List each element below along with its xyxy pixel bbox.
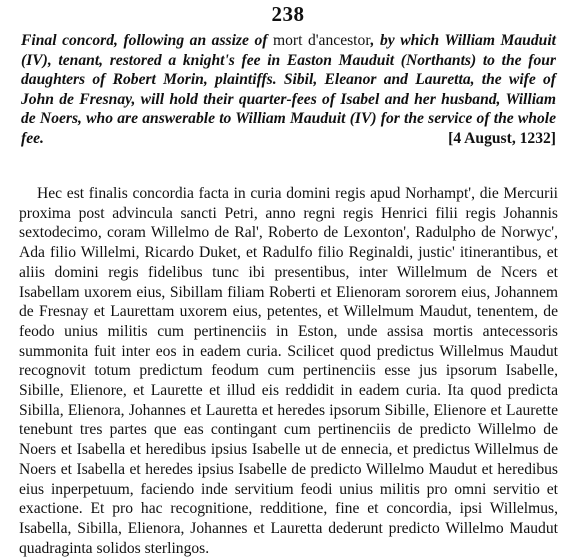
charter-text: Hec est finalis concordia facta in curia domini regis apud Norhampt', die Mercurii proxima post advincula sancti Petri, anno regni regis Henrici filii regis Johannis sextodecimo, coram Willelmo de Ral', Roberto de Lexonton', Radulpho de Norwyc', Ada filio Willelmi, Ricardo Duket, et Radulfo filio Reginaldi, justic' itinerantibus, et aliis domini regis fidelibus tunc ibi presentibus, inter Willelmum de Ncers et Isabellam uxorem eius, Sibillam filiam Roberti et Elienoram sororem eius, Johannem de Fresnay et Laurettam uxorem eius, petentes, et Willelmum Maudut, tenentem, de feodo unius militis cum pertinenciis in Eston, unde assisa mortis antecessoris summonita fuit inter eos in eadem curia. Scilicet quod predictus Willelmus Maudut recognovit totum predictum feodum cum pertinenciis esse jus ipsorum Isabelle, Sibille, Elienore, et Laurette et illud eis reddidit in eadem curia. Ita quod predicta Sibilla, Elienora, Johannes et Lauretta et heredes ipsorum Sibille, Elienore et Laurette tenebunt tres partes que eas contingant cum pertinenciis de predicto Willelmo de Noers et Isabella et heredibus ipsius Isabelle ut de ennecia, et predictus Willelmus de Noers et Isabella et heredes ipsius Isabelle de predicto Willelmo Maudut et heredibus eius inperpetuum, faciendo inde servitium feodi unius militis pro omni servitio et exactione. Et pro hac recognitione, redditione, fine et concordia, ipsi Willelmus, Isabella, Sibilla, Elienora, Johannes et Lauretta dederunt predicto Willelmo Maudut quadraginta solidos sterlingos. [19,185,558,557]
page-number: 238 [271,2,305,26]
summary-date: [4 August, 1232] [448,129,556,147]
summary-legal-term: mort d'ancestor [272,32,371,49]
summary-text: , by which William Mauduit (IV), tenant, restored a knight's fee in Easton Mauduit (Northants) to the four daughters of Robert Morin, plaintiffs. Sibil, Eleanor and Lauretta, the wife of John de Fresnay, will hold their quarter-fees of Isabel and her husband, William de Noers, who are answerable to William Mauduit (IV) for the service of the whole fee. [21,32,556,147]
document-summary [21,31,556,149]
summary-intro: Final concord, following an assize of [21,32,273,49]
